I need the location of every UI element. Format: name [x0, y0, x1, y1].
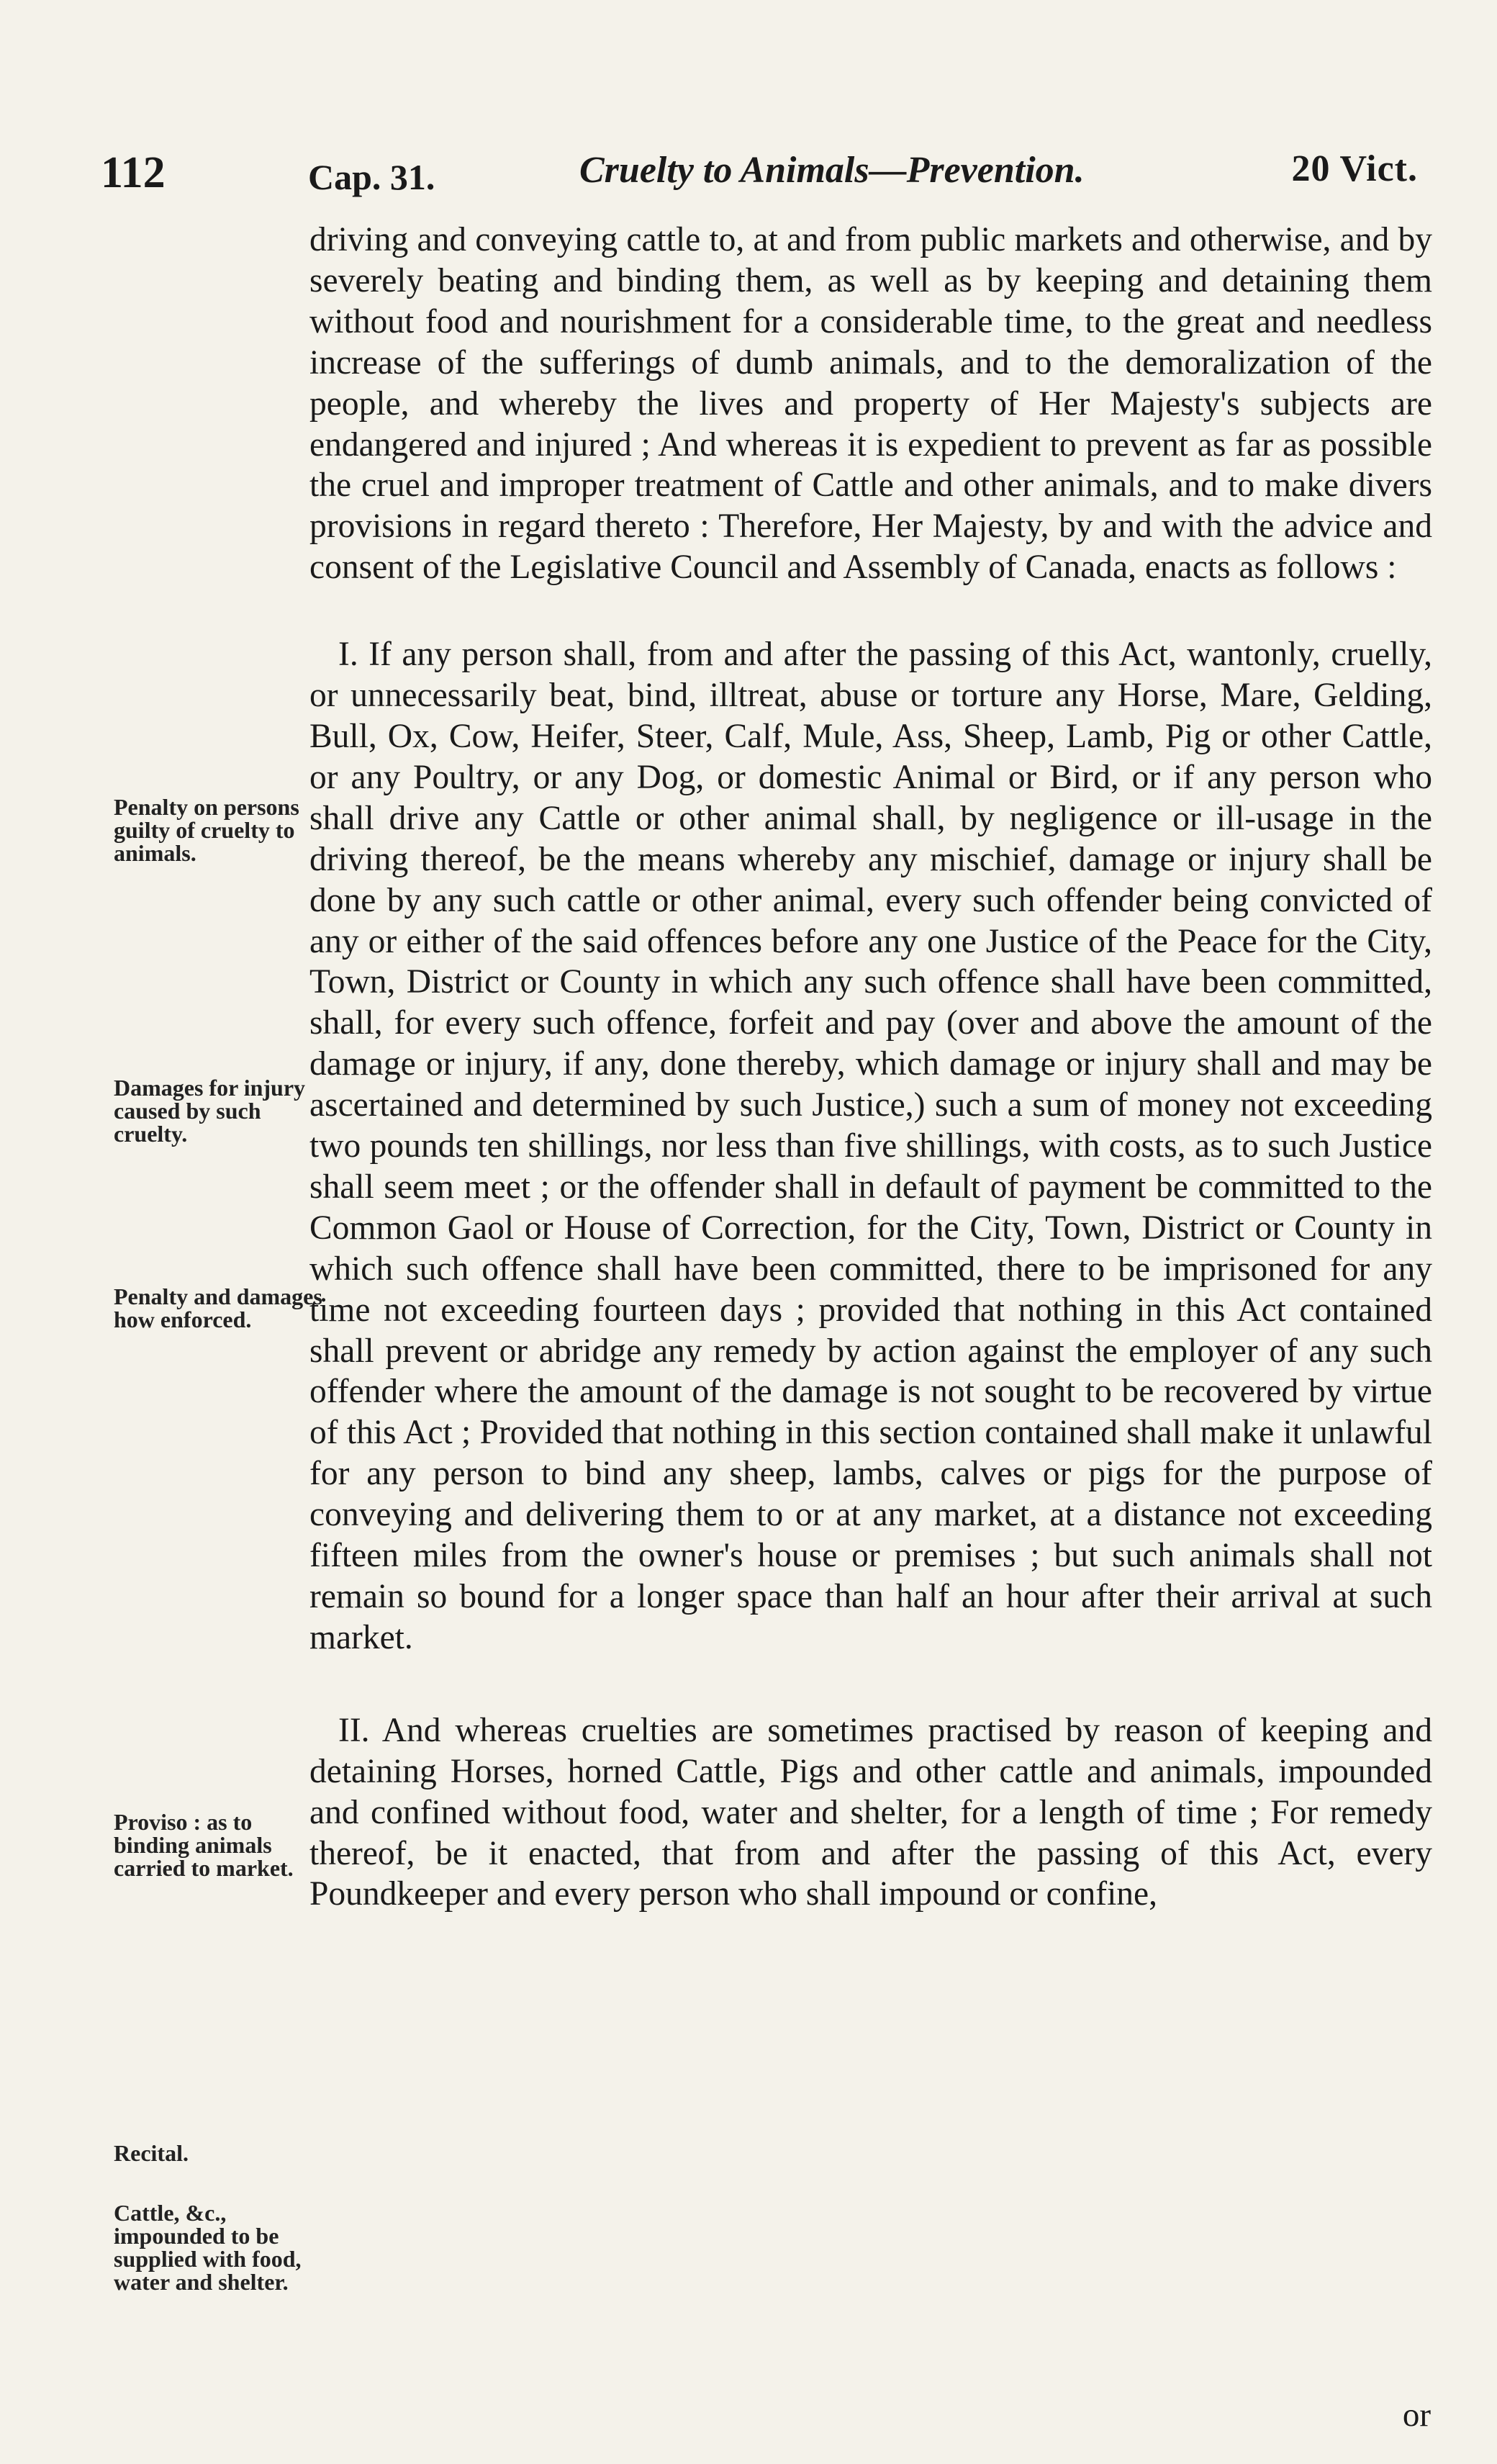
running-head [101, 148, 1432, 212]
running-title: Cruelty to Animals—Prevention. [579, 150, 1085, 191]
body-text [309, 220, 1432, 1915]
preamble-paragraph: driving and conveying cattle to, at and from public markets and otherwise, and by severely beating and binding them, as well as by keeping and detaining them without food and nourishment for a considerable time, to the great and needless increase of the sufferings of dumb animals, and to the demoralization of the people, and whereby the lives and property of Her Majesty's subjects are endangered and injured ; And whereas it is expedient to prevent as far as possible the cruel and improper treatment of Cattle and other animals, and to make divers provisions in regard thereto : Therefore, Her Majesty, by and with the advice and consent of the Legislative Council and Assembly of Canada, enacts as follows : [309, 221, 1432, 587]
margin-note-penalty: Penalty on persons guilty of cruelty to animals. [114, 794, 299, 866]
chapter-label: Cap. 31. [308, 157, 435, 197]
regnal-year: 20 Vict. [1291, 148, 1418, 189]
catchword: or [1402, 2396, 1431, 2434]
margin-note-recital: Recital. [114, 2140, 189, 2166]
page-number: 112 [101, 148, 166, 197]
section-2-paragraph: II. And whereas cruelties are sometimes practised by reason of keeping and detaining Horses, horned Cattle, Pigs and other cattle and animals, impounded and confined without food, water and shelter, for a length of time ; For remedy thereof, be it enacted, that from and after the passing of this Act, every Poundkeeper and every person who shall impound or confine, [309, 1711, 1432, 1913]
margin-note-proviso: Proviso : as to binding animals carried to market. [114, 1809, 294, 1881]
margin-note-enforcement: Penalty and damages how enforced. [114, 1283, 322, 1332]
margin-note-impounded-cattle: Cattle, &c., impounded to be supplied with food, water and shelter. [114, 2200, 302, 2295]
section-1-paragraph: I. If any person shall, from and after the passing of this Act, wantonly, cruelly, or unnecessarily beat, bind, illtreat, abuse or torture any Horse, Mare, Gelding, Bull, Ox, Cow, Heifer, Steer, Calf, Mule, Ass, Sheep, Lamb, Pig or other Cattle, or any Poultry, or any Dog, or domestic Animal or Bird, or if any person who shall drive any Cattle or other animal shall, by negligence or ill-usage in the driving thereof, be the means whereby any mischief, damage or injury shall be done by any such cattle or other animal, every such offender being convicted of any or either of the said offences before any one Justice of the Peace for the City, Town, District or County in which any such offence shall have been committed, shall, for every such offence, forfeit and pay (over and above the amount of the damage or injury, if any, done thereby, which damage or injury shall and may be ascertained and determined by such Justice,) such a sum of money not exceeding two pounds ten shillings, nor less than five shillings, with costs, as to such Justice shall seem meet ; or the offender shall in default of payment be committed to the Common Gaol or House of Correction, for the City, Town, District or County in which such offence shall have been committed, there to be imprisoned for any time not exceeding fourteen days ; provided that nothing in this Act contained shall prevent or abridge any remedy by action against the employer of any such offender where the amount of the damage is not sought to be recovered by virtue of this Act ; Provided that nothing in this section contained shall make it unlawful for any person to bind any sheep, lambs, calves or pigs for the purpose of conveying and delivering them to or at any market, at a distance not exceeding fifteen miles from the owner's house or premises ; but such animals shall not remain so bound for a longer space than half an hour after their arrival at such market. [309, 636, 1432, 1656]
margin-note-damages: Damages for injury caused by such cruelty. [114, 1075, 306, 1147]
